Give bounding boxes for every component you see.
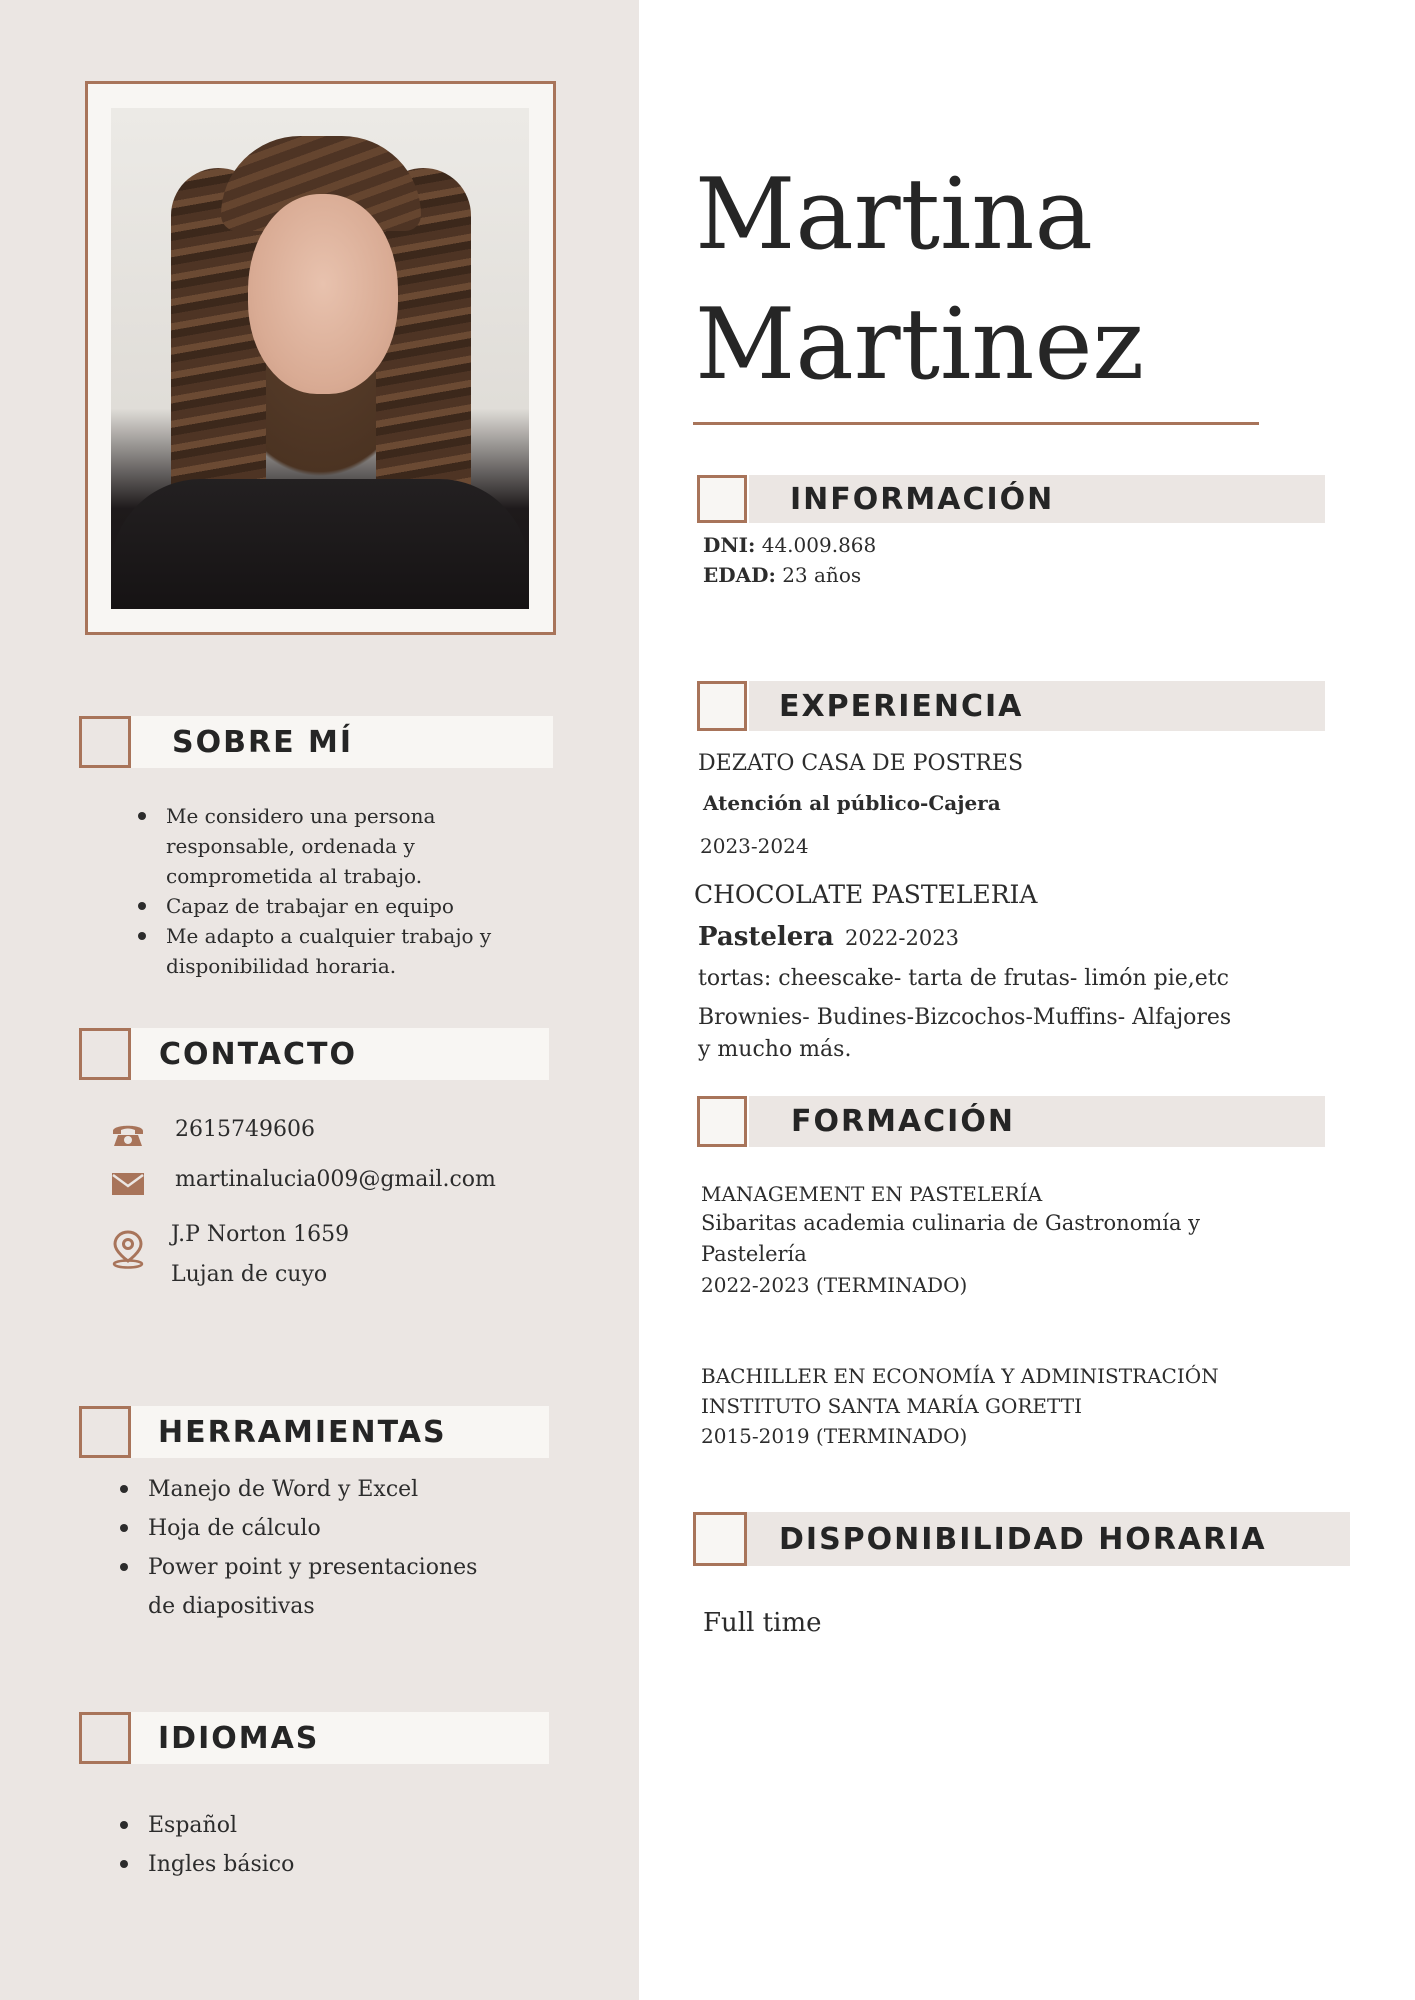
section-title: INFORMACIÓN <box>790 481 1055 517</box>
info-dni: DNI: 44.009.868 <box>703 533 877 557</box>
name-last: Martinez <box>695 288 1145 402</box>
section-title: IDIOMAS <box>158 1720 320 1756</box>
profile-photo <box>111 108 529 609</box>
list-item: Español <box>114 1806 294 1845</box>
location-pin-icon <box>110 1229 146 1269</box>
list-item: Hoja de cálculo <box>114 1509 477 1548</box>
name-first: Martina <box>695 158 1093 272</box>
section-header-info <box>697 475 1325 523</box>
job2-desc-3: y mucho más. <box>698 1037 852 1062</box>
mail-icon <box>111 1172 145 1196</box>
list-item: Ingles básico <box>114 1845 294 1884</box>
header-square <box>79 1028 131 1080</box>
section-header-tools <box>79 1406 549 1458</box>
job1-dates: 2023-2024 <box>700 834 809 858</box>
job2-role: Pastelera <box>698 922 834 952</box>
header-square <box>697 681 747 731</box>
header-square <box>79 1712 131 1764</box>
job1-company: DEZATO CASA DE POSTRES <box>698 751 1024 776</box>
header-square <box>697 475 747 523</box>
info-age: EDAD: 23 años <box>703 563 862 587</box>
name-divider <box>693 422 1259 425</box>
education-2-dates: 2015-2019 (TERMINADO) <box>701 1424 968 1448</box>
phone-icon <box>110 1122 146 1148</box>
section-header-education <box>697 1096 1325 1147</box>
section-title: EXPERIENCIA <box>779 688 1024 724</box>
list-item: Capaz de trabajar en equipo <box>132 891 491 921</box>
education-1-title: MANAGEMENT EN PASTELERÍA <box>701 1182 1043 1206</box>
list-item: Me considero una persona responsable, ordenada y comprometida al trabajo. <box>132 801 491 891</box>
section-header-languages <box>79 1712 549 1764</box>
header-square <box>697 1096 747 1147</box>
job1-role: Atención al público-Cajera <box>703 791 1001 815</box>
list-item: Manejo de Word y Excel <box>114 1470 477 1509</box>
section-title: DISPONIBILIDAD HORARIA <box>779 1521 1267 1557</box>
education-1-dates: 2022-2023 (TERMINADO) <box>701 1273 968 1297</box>
section-header-contact <box>79 1028 549 1080</box>
job2-company: CHOCOLATE PASTELERIA <box>694 880 1038 909</box>
education-1-school-line1: Sibaritas academia culinaria de Gastronomía y <box>701 1211 1201 1235</box>
section-header-availability <box>693 1512 1350 1566</box>
contact-phone[interactable]: 2615749606 <box>175 1117 315 1142</box>
header-square <box>79 1406 131 1458</box>
tools-list <box>114 1470 477 1626</box>
section-title: HERRAMIENTAS <box>158 1414 447 1450</box>
header-square <box>693 1512 747 1566</box>
languages-list <box>114 1806 294 1884</box>
education-2-title: BACHILLER EN ECONOMÍA Y ADMINISTRACIÓN <box>701 1364 1219 1388</box>
section-title: FORMACIÓN <box>791 1104 1015 1139</box>
job2-dates: 2022-2023 <box>844 926 959 950</box>
list-item: Power point y presentaciones de diapositivas <box>114 1548 477 1626</box>
section-header-experience <box>697 681 1325 731</box>
job2-role-line <box>698 922 959 952</box>
header-square <box>79 716 131 768</box>
job2-desc-2: Brownies- Budines-Bizcochos-Muffins- Alfajores <box>698 1005 1232 1030</box>
section-title: SOBRE MÍ <box>172 724 354 760</box>
list-item: Me adapto a cualquier trabajo y disponibilidad horaria. <box>132 921 491 981</box>
availability-value: Full time <box>703 1608 822 1638</box>
education-2-school: INSTITUTO SANTA MARÍA GORETTI <box>701 1394 1082 1418</box>
contact-address-line2: Lujan de cuyo <box>171 1262 328 1287</box>
section-title: CONTACTO <box>159 1036 357 1072</box>
contact-address-line1: J.P Norton 1659 <box>171 1222 350 1247</box>
education-1-school-line2: Pastelería <box>701 1242 807 1266</box>
section-header-about <box>79 716 553 768</box>
contact-email[interactable]: martinalucia009@gmail.com <box>175 1167 496 1192</box>
about-list <box>132 801 491 981</box>
job2-desc-1: tortas: cheescake- tarta de frutas- limón pie,etc <box>698 966 1229 991</box>
